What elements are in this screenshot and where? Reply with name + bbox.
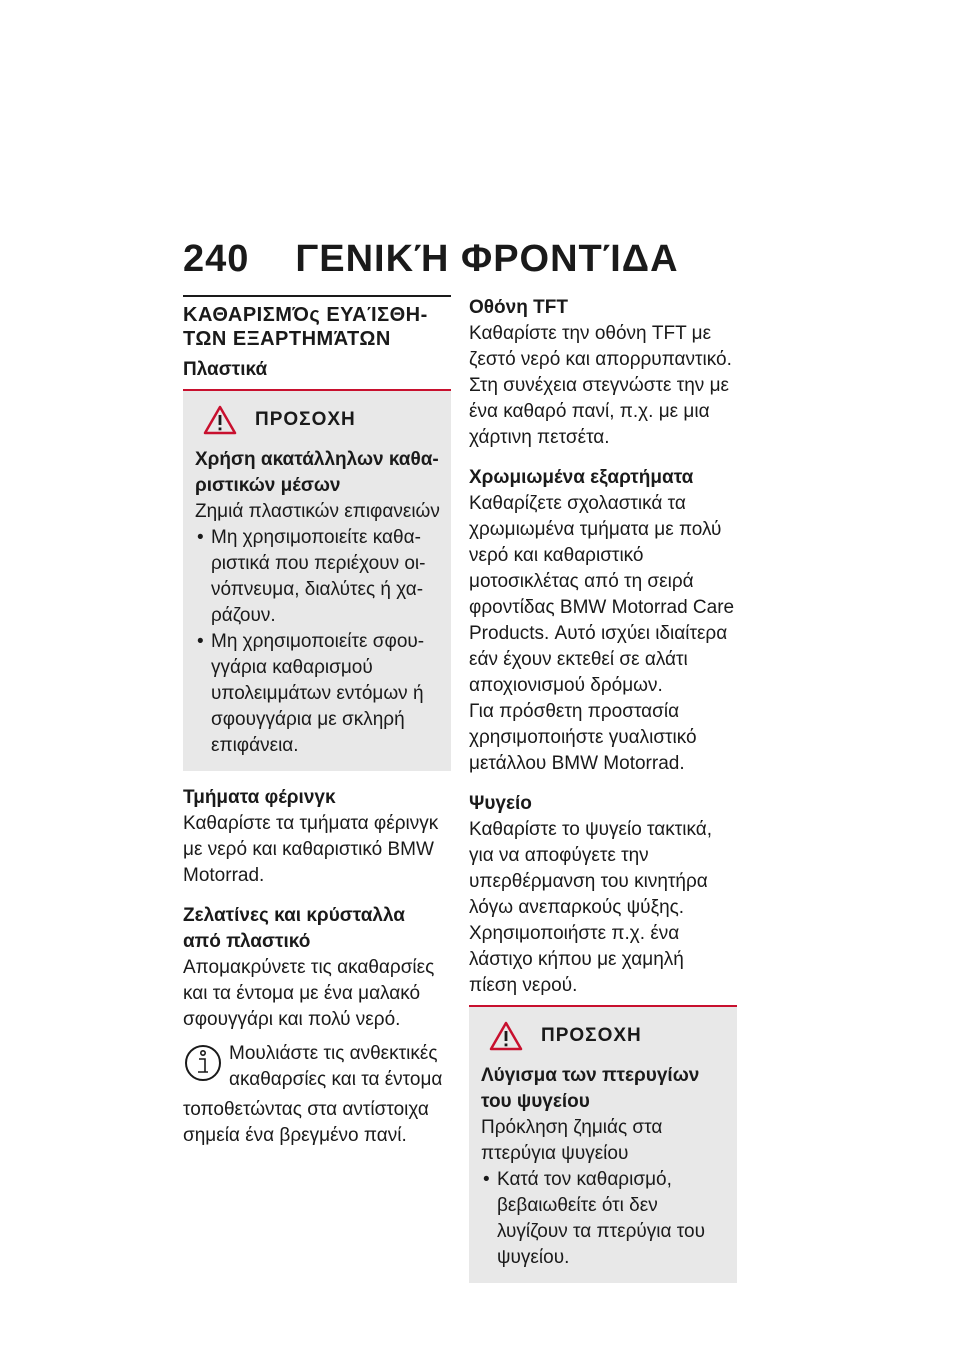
warning-heading xyxy=(195,447,445,499)
plastics-heading: Πλαστικά xyxy=(183,359,268,380)
section-title-block xyxy=(183,295,451,351)
section-title-line1: ΚΑΘΑΡΙΣΜΌς ΕΥΑΊΣΘΗ- xyxy=(183,304,428,326)
note-row xyxy=(183,1041,451,1097)
radiator-heading: Ψυγείο xyxy=(469,793,532,814)
trim-section xyxy=(183,785,451,889)
tft-heading: Οθόνη TFT xyxy=(469,297,568,318)
note-text: τοποθετώντας στα αντίστοιχα σημεία ένα βρεγμένο πανί. xyxy=(183,1099,429,1146)
visors-heading-line2: από πλαστικό xyxy=(183,931,311,952)
trim-text: Καθαρίστε τα τμήματα φέρινγκ με νερό και καθαριστικό BMW Motorrad. xyxy=(183,813,439,886)
page-number: 240 xyxy=(183,238,250,280)
visors-heading-line1: Ζελατίνες και κρύσταλλα xyxy=(183,905,405,926)
warning-heading-line1: Λύγισμα των πτερυγίων xyxy=(481,1065,700,1086)
radiator-text-2: Χρησιμοποιήστε π.χ. ένα λάστιχο κήπου με χαμηλή πίεση νερού. xyxy=(469,923,684,996)
warning-head xyxy=(481,1021,731,1051)
chrome-section xyxy=(469,465,737,777)
warning-heading-line2: ριστικών μέσων xyxy=(195,475,341,496)
right-column xyxy=(469,295,737,1283)
warning-heading-line2: του ψυγείου xyxy=(481,1091,590,1112)
warning-box xyxy=(183,391,451,771)
warning-triangle-icon xyxy=(489,1021,523,1051)
warning-bullets xyxy=(481,1167,731,1271)
note-line2: ακαθαρσίες και τα έντομα xyxy=(229,1069,443,1090)
left-column xyxy=(183,295,451,1149)
tft-section xyxy=(469,295,737,451)
page-header xyxy=(183,238,679,281)
warning-triangle-icon xyxy=(203,405,237,435)
warning-bullet: • Μη χρησιμοποιείτε καθαριστικά που περιέχουν οινόπνευμα, διαλύτες ή χαράζουν. xyxy=(195,525,445,629)
warning-bullet: • Μη χρησιμοποιείτε σφουγγάρια καθαρισμού υπολειμμάτων εντόμων ή σφουγγάρια με σκληρή επιφάνεια. xyxy=(195,629,445,759)
warning-title: ΠΡΟΣΟΧΗ xyxy=(541,1025,642,1046)
chrome-heading: Χρωμιωμένα εξαρτήματα xyxy=(469,467,694,488)
chapter-title: ΓΕΝΙΚΉ ΦΡΟΝΤΊΔΑ xyxy=(295,238,679,280)
warning-box xyxy=(469,1007,737,1283)
warning-head xyxy=(195,405,445,435)
chrome-text: Καθαρίζετε σχολαστικά τα χρωμιωμένα τμήματα με πολύ νερό και καθαριστικό μοτοσικλέτας από τη σειρά φροντίδας BMW Motorrad Care Products. Αυτό ισχύει ιδιαίτερα εάν έχουν εκτεθεί σε αλάτι αποχιονισμού δρόμων. xyxy=(469,493,735,696)
note-block xyxy=(183,1041,451,1149)
warning-consequence: Ζημιά πλαστικών επιφανειών xyxy=(195,501,440,522)
warning-bullets xyxy=(195,525,445,759)
chrome-text-2: Για πρόσθετη προστασία χρησιμοποιήστε γυαλιστικό μετάλλου BMW Motorrad. xyxy=(469,701,697,774)
warning-bullet: • Κατά τον καθαρισμό, βεβαιωθείτε ότι δεν λυγίζουν τα πτερύγια του ψυγείου. xyxy=(481,1167,731,1271)
visors-heading xyxy=(183,903,451,955)
warning-heading-line1: Χρήση ακατάλληλων καθα- xyxy=(195,449,439,470)
trim-heading: Τμήματα φέρινγκ xyxy=(183,787,336,808)
info-icon xyxy=(183,1041,225,1097)
section-title xyxy=(183,303,451,351)
tft-text: Καθαρίστε την οθόνη TFT με ζεστό νερό και απορρυπαντικό. Στη συνέχεια στεγνώστε την με ένα καθαρό πανί, π.χ. με μια χάρτινη πετσέτα. xyxy=(469,323,732,448)
warning-title: ΠΡΟΣΟΧΗ xyxy=(255,409,356,430)
warning-heading xyxy=(481,1063,731,1115)
radiator-text: Καθαρίστε το ψυγείο τακτικά, για να αποφύγετε την υπερθέρμανση του κινητήρα λόγω ανεπαρκούς ψύξης. xyxy=(469,819,713,918)
radiator-section xyxy=(469,791,737,999)
warning-consequence: Πρόκληση ζημιάς στα πτερύγια ψυγείου xyxy=(481,1117,663,1164)
visors-section xyxy=(183,903,451,1033)
section-title-line2: ΤΩΝ ΕΞΑΡΤΗΜΆΤΩΝ xyxy=(183,328,391,350)
note-line1: Μουλιάστε τις ανθεκτικές xyxy=(229,1043,438,1064)
note-first-lines xyxy=(229,1041,442,1097)
visors-text: Απομακρύνετε τις ακαθαρσίες και τα έντομα με ένα μαλακό σφουγγάρι και πολύ νερό. xyxy=(183,957,435,1030)
